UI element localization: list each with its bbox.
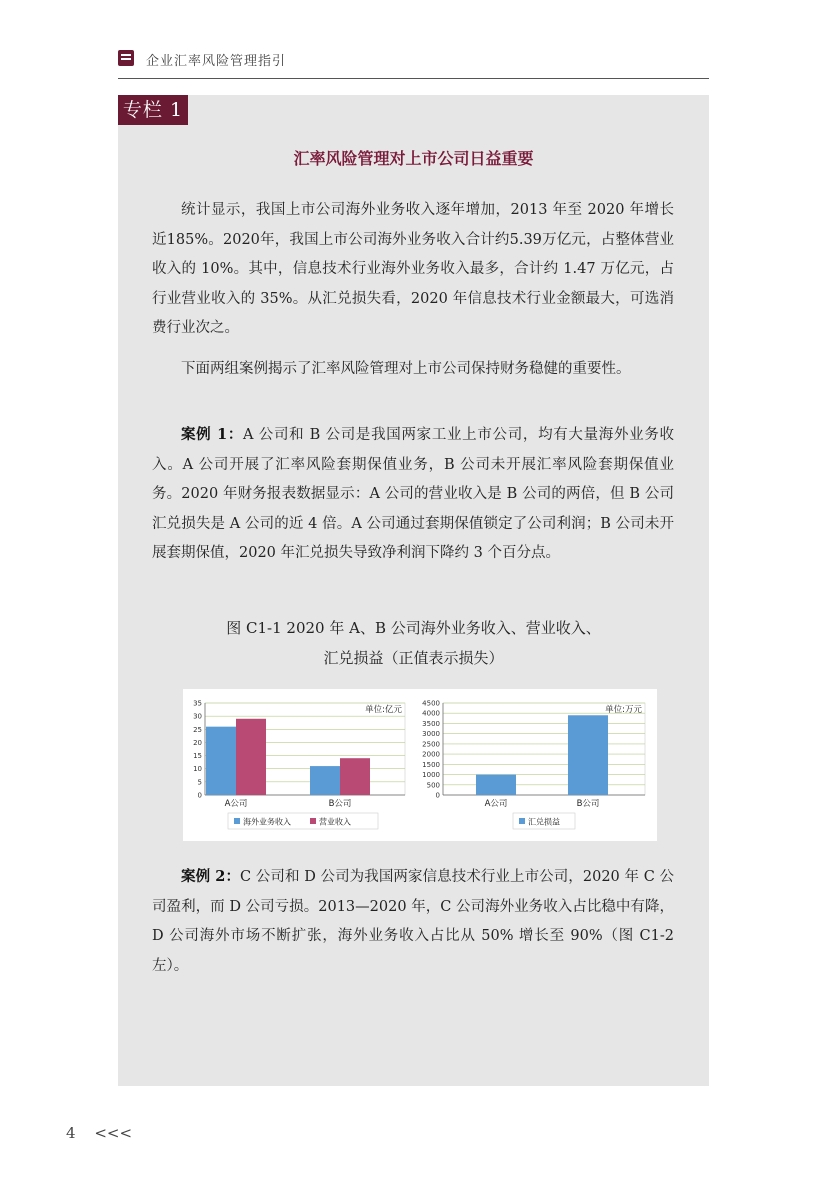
legend-swatch — [310, 818, 316, 824]
y-tick-label: 2500 — [422, 740, 440, 749]
case2-label: 案例 2： — [181, 868, 241, 885]
y-tick-label: 15 — [193, 752, 202, 761]
bar — [310, 766, 340, 795]
legend-label: 海外业务收入 — [243, 817, 291, 827]
box-tag: 专栏 1 — [118, 95, 188, 125]
x-tick-label: B公司 — [328, 799, 352, 809]
case1-label: 案例 1： — [181, 426, 244, 443]
paragraph-case1 — [152, 420, 674, 569]
y-tick-label: 5 — [197, 778, 202, 787]
running-title: 企业汇率风险管理指引 — [146, 54, 287, 69]
paragraph-case2 — [152, 862, 674, 981]
page-number: 4 — [66, 1124, 76, 1142]
bar — [236, 719, 266, 795]
plot-area — [443, 703, 645, 795]
y-tick-label: 3000 — [422, 730, 440, 739]
figure-c1-1 — [183, 689, 657, 841]
y-tick-label: 1500 — [422, 760, 440, 769]
bar — [476, 775, 516, 795]
y-tick-label: 4000 — [422, 709, 440, 718]
paragraph-intro: 下面两组案例揭示了汇率风险管理对上市公司保持财务稳健的重要性。 — [181, 361, 631, 377]
y-tick-label: 500 — [426, 781, 440, 790]
page-footer — [66, 1124, 132, 1142]
y-tick-label: 3500 — [422, 719, 440, 728]
x-tick-label: A公司 — [224, 799, 248, 809]
book-icon — [118, 50, 134, 66]
y-tick-label: 20 — [193, 738, 202, 747]
y-tick-label: 1000 — [422, 771, 440, 780]
paragraph-stats: 统计显示，我国上市公司海外业务收入逐年增加，2013 年至 2020 年增长近185%。2020年，我国上市公司海外业务收入合计约5.39万亿元，占整体营业收入的 10%。其中，信息技术行业海外业务收入最多，合计约 1.47 万亿元，占行业营业收入的 35%。从汇兑损失看，2020 年信息技术行业金额最大，可选消费行业次之。 — [152, 202, 674, 336]
case1-text: A 公司和 B 公司是我国两家工业上市公司，均有大量海外业务收入。A 公司开展了汇率风险套期保值业务，B 公司未开展汇率风险套期保值业务。2020 年财务报表数据显示：A 公司的营业收入是 B 公司的两倍，但 B 公司汇兑损失是 A 公司的近 4 倍。A 公司通过套期保值锁定了公司利润；B 公司未开展套期保值，2020 年汇兑损失导致净利润下降约 3 个百分点。 — [152, 427, 675, 561]
y-tick-label: 0 — [197, 791, 202, 800]
y-tick-label: 35 — [193, 699, 202, 708]
y-tick-label: 4500 — [422, 699, 440, 708]
y-tick-label: 25 — [193, 725, 202, 734]
nav-arrows: <<< — [94, 1124, 133, 1142]
box-title: 汇率风险管理对上市公司日益重要 — [293, 149, 534, 168]
legend-swatch — [234, 818, 240, 824]
legend-label: 营业收入 — [319, 817, 351, 827]
charts-svg — [183, 689, 657, 841]
bar — [340, 758, 370, 795]
bar — [568, 715, 608, 795]
y-tick-label: 2000 — [422, 750, 440, 759]
x-tick-label: A公司 — [484, 799, 508, 809]
case2-text: C 公司和 D 公司为我国两家信息技术行业上市公司，2020 年 C 公司盈利，而 D 公司亏损。2013—2020 年，C 公司海外业务收入占比稳中有降，D 公司海外市场不断扩张，海外业务收入占比从 50% 增长至 90%（图 C1-2 左）。 — [152, 869, 674, 974]
bar — [206, 727, 236, 795]
y-tick-label: 10 — [193, 765, 202, 774]
x-tick-label: B公司 — [576, 799, 600, 809]
legend-swatch — [519, 818, 525, 824]
unit-label: 单位:万元 — [605, 705, 642, 715]
y-tick-label: 0 — [435, 791, 440, 800]
figure-caption-line1: 图 C1-1 2020 年 A、B 公司海外业务收入、营业收入、 — [226, 619, 601, 637]
legend-label: 汇兑损益 — [528, 817, 560, 827]
figure-caption-line2: 汇兑损益（正值表示损失） — [323, 649, 504, 667]
y-tick-label: 30 — [193, 712, 202, 721]
page-header — [118, 48, 709, 79]
unit-label: 单位:亿元 — [365, 705, 402, 715]
